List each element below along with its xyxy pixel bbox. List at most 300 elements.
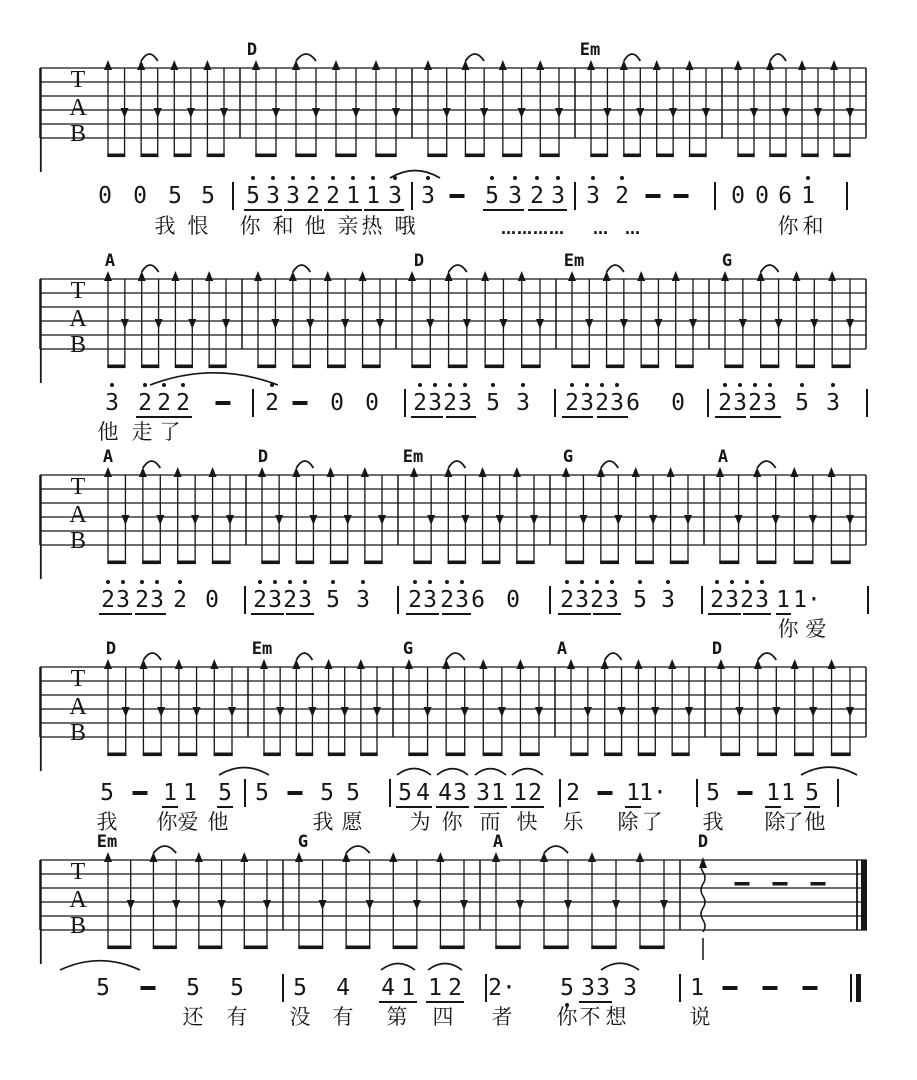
final-bar-thin [850, 974, 852, 1002]
chord-label: A [104, 251, 116, 271]
note-number: 2 [306, 183, 320, 209]
measure-bar [867, 586, 869, 614]
tab-letter: B [69, 720, 87, 746]
measure-bar [549, 586, 551, 614]
note-number: 3 [428, 390, 442, 416]
note-number: 1 [346, 183, 360, 209]
note-number: 2 [530, 183, 544, 209]
note-number: 2· [488, 975, 516, 1001]
duration-dash [141, 986, 156, 990]
measure-bar [244, 779, 246, 807]
note-number: 5 [255, 780, 269, 806]
lyric-char: 他 [97, 420, 119, 444]
lyric-char: 恨 [187, 214, 209, 238]
note-number: 5 [486, 390, 500, 416]
note-number: 5 [706, 780, 720, 806]
eighth-note-underline [324, 209, 362, 211]
octave-dot-high [181, 383, 185, 387]
octave-dot-high [806, 176, 810, 180]
octave-dot-high [291, 176, 295, 180]
note-number: 4 [438, 780, 452, 806]
octave-dot-high [521, 383, 525, 387]
note-number: 5 [326, 587, 340, 613]
note-number: 3 [733, 390, 747, 416]
octave-dot-high [413, 580, 417, 584]
note-number: 4 [381, 975, 395, 1001]
note-number: 3 [596, 975, 610, 1001]
note-number: 4 [416, 780, 430, 806]
duration-dash [674, 194, 689, 198]
eighth-note-underline [396, 806, 432, 808]
measure-bar [411, 182, 413, 210]
lyric-char: 愿 [341, 810, 363, 834]
tab-letter: T [70, 474, 86, 500]
duration-dash [293, 401, 308, 405]
lyric-char: 爱 [805, 617, 827, 641]
note-number: 4 [336, 975, 350, 1001]
note-number: 2 [528, 780, 542, 806]
tab-letter: A [69, 502, 87, 528]
lyric-char: 四 [432, 1005, 454, 1029]
note-number: 3 [116, 587, 130, 613]
note-number: 5 [795, 390, 809, 416]
note-number: 2 [326, 183, 340, 209]
lyric-char: 你 [777, 617, 799, 641]
eighth-note-underline [442, 613, 471, 615]
eighth-note-underline [379, 1001, 417, 1003]
eighth-note-underline [364, 209, 404, 211]
note-number: 2 [408, 587, 422, 613]
octave-dot-high [610, 580, 614, 584]
octave-dot-high [155, 580, 159, 584]
note-number: 1 [766, 780, 780, 806]
lyric-char: 想 [605, 1005, 627, 1029]
octave-dot-high [258, 580, 262, 584]
note-number: 1· [639, 780, 667, 806]
note-number: 2 [413, 390, 427, 416]
note-number: 0 [98, 183, 112, 209]
measure-bar [846, 182, 848, 210]
note-number: 3 [421, 183, 435, 209]
chord-label: D [246, 40, 258, 60]
duration-dash [288, 791, 303, 795]
note-number: 1 [366, 183, 380, 209]
eighth-note-underline [804, 806, 820, 808]
note-number: 2 [615, 183, 629, 209]
duration-dash [646, 194, 661, 198]
note-number: 0 [330, 390, 344, 416]
note-number: 1 [428, 975, 442, 1001]
measure-bar [707, 389, 709, 417]
measure-bar [252, 389, 254, 417]
eighth-note-underline [558, 613, 591, 615]
octave-dot-high [595, 580, 599, 584]
lyric-char: 为 [409, 810, 431, 834]
octave-dot-high [106, 580, 110, 584]
note-number: 0 [671, 390, 685, 416]
eighth-note-underline [562, 416, 593, 418]
octave-dot-high [331, 580, 335, 584]
octave-dot-high [768, 383, 772, 387]
note-number: 5 [805, 780, 819, 806]
lyric-char: 亲 [337, 214, 359, 238]
octave-dot-high [585, 383, 589, 387]
eighth-note-underline [743, 613, 771, 615]
measure-bar [404, 389, 406, 417]
note-number: 1 [781, 780, 795, 806]
note-number: 3 [455, 587, 469, 613]
lyric-char: 你 [156, 810, 178, 834]
octave-dot-high [303, 580, 307, 584]
chord-label: Em [251, 639, 273, 659]
eighth-note-underline [579, 1001, 612, 1003]
chord-label: D [105, 639, 117, 659]
note-number: 3 [423, 587, 437, 613]
lyric-char: … [625, 220, 641, 238]
octave-dot-high [591, 176, 595, 180]
note-number: 3 [755, 587, 769, 613]
note-number: 3 [508, 183, 522, 209]
note-number: 3 [356, 587, 370, 613]
octave-dot-high [418, 383, 422, 387]
note-number: 5 [168, 183, 182, 209]
octave-dot-high [535, 176, 539, 180]
lyric-char: 我 [312, 810, 334, 834]
lyric-char: … [593, 220, 609, 238]
note-number: 5 [100, 780, 114, 806]
note-number: 3 [105, 390, 119, 416]
eighth-note-underline [286, 613, 314, 615]
measure-bar [232, 182, 234, 210]
note-number: 1 [401, 975, 415, 1001]
lyric-char: ………… [501, 220, 565, 238]
measure-bar [397, 586, 399, 614]
note-number: 3 [551, 183, 565, 209]
note-number: 2 [560, 587, 574, 613]
note-number: 2 [566, 780, 580, 806]
octave-dot-high [311, 176, 315, 180]
note-number: 3 [150, 587, 164, 613]
octave-dot-high [715, 580, 719, 584]
eighth-note-underline [528, 209, 567, 211]
lyric-char: 不 [579, 1005, 601, 1029]
lyric-char: 热 [361, 214, 383, 238]
eighth-note-underline [776, 613, 791, 615]
octave-dot-high [666, 580, 670, 584]
note-number: 2 [138, 390, 152, 416]
note-number: 3 [298, 587, 312, 613]
chord-label: A [556, 639, 568, 659]
octave-dot-high [162, 383, 166, 387]
final-bar-thick [856, 974, 861, 1002]
tab-letter: T [70, 67, 86, 93]
octave-dot-high [615, 383, 619, 387]
octave-dot-high [361, 580, 365, 584]
eighth-note-underline [750, 416, 781, 418]
note-number: 3 [516, 390, 530, 416]
lyric-char: 乐 [562, 810, 584, 834]
note-number: 3 [581, 975, 595, 1001]
tab-letter: B [69, 528, 87, 554]
eighth-note-underline [99, 613, 132, 615]
octave-dot-high [565, 580, 569, 584]
lyric-char: 和 [272, 214, 294, 238]
note-number: 5 [218, 780, 232, 806]
note-number: 1 [183, 780, 197, 806]
note-number: 2 [443, 390, 457, 416]
lyric-char: 哦 [394, 214, 416, 238]
eighth-note-underline [765, 806, 781, 808]
octave-dot-high [831, 383, 835, 387]
note-number: 3 [725, 587, 739, 613]
note-number: 2 [440, 587, 454, 613]
measure-bar [485, 974, 487, 1002]
note-number: 3 [476, 780, 490, 806]
note-number: 5 [560, 975, 574, 1001]
note-number: 6 [471, 587, 485, 613]
note-number: 3 [610, 390, 624, 416]
lyric-char: 和 [802, 214, 824, 238]
note-number: 3 [586, 183, 600, 209]
measure-bar [559, 779, 561, 807]
note-number: 2 [710, 587, 724, 613]
lyric-char: 他 [304, 214, 326, 238]
octave-dot-high [800, 383, 804, 387]
octave-dot-high [393, 176, 397, 180]
lyric-char: 者 [491, 1005, 513, 1029]
octave-dot-high [620, 176, 624, 180]
note-number: 3 [763, 390, 777, 416]
eighth-note-underline [426, 1001, 464, 1003]
octave-dot-high [433, 383, 437, 387]
duration-dash [803, 986, 818, 990]
lyric-char: 了 [782, 810, 804, 834]
chord-label: A [102, 447, 114, 467]
measure-bar [866, 389, 868, 417]
note-number: 3 [388, 183, 402, 209]
chord-label: D [257, 447, 269, 467]
lyric-char: 除 [617, 810, 639, 834]
tab-letter: B [69, 913, 87, 939]
octave-dot-high [371, 176, 375, 180]
duration-dash [133, 791, 148, 795]
duration-dash [763, 986, 778, 990]
eighth-note-underline [483, 209, 524, 211]
lyric-char: 没 [289, 1005, 311, 1029]
lyric-char: 而 [479, 810, 501, 834]
note-number: 2 [253, 587, 267, 613]
octave-dot-high [723, 383, 727, 387]
note-number: 1 [513, 780, 527, 806]
tab-letter: A [69, 887, 87, 913]
note-number: 0 [133, 183, 147, 209]
lyric-char: 快 [516, 810, 538, 834]
chord-label: A [492, 832, 504, 852]
octave-dot-high [426, 176, 430, 180]
duration-dash [598, 791, 613, 795]
chord-label: G [721, 251, 733, 271]
lyric-char: 我 [702, 810, 724, 834]
note-number: 5 [398, 780, 412, 806]
note-number: 3 [575, 587, 589, 613]
octave-dot-high [110, 383, 114, 387]
note-number: 2 [595, 390, 609, 416]
note-number: 3 [623, 975, 637, 1001]
note-number: 0 [205, 587, 219, 613]
octave-dot-high [140, 580, 144, 584]
octave-dot-high [331, 176, 335, 180]
note-number: 2 [748, 390, 762, 416]
note-number: 2 [740, 587, 754, 613]
tab-letter: B [69, 332, 87, 358]
eighth-note-underline [597, 416, 628, 418]
chord-label: Em [579, 40, 601, 60]
lyric-char: 第 [386, 1005, 408, 1029]
note-number: 2 [718, 390, 732, 416]
octave-dot-high [270, 383, 274, 387]
octave-dot-high [738, 383, 742, 387]
octave-dot-high [490, 176, 494, 180]
chord-label: G [562, 447, 574, 467]
lyric-char: 说 [689, 1005, 711, 1029]
lyric-char: 他 [207, 810, 229, 834]
eighth-note-underline [715, 416, 746, 418]
lyric-char: 你 [777, 214, 799, 238]
note-number: 5 [320, 780, 334, 806]
duration-dash [450, 194, 465, 198]
lyric-char: 我 [154, 214, 176, 238]
note-number: 6 [626, 390, 640, 416]
note-number: 3 [286, 183, 300, 209]
lyric-char: 爱 [177, 810, 199, 834]
note-number: 5 [186, 975, 200, 1001]
octave-dot-high [121, 580, 125, 584]
eighth-note-underline [162, 806, 178, 808]
measure-bar [554, 389, 556, 417]
note-number: 3 [268, 587, 282, 613]
eighth-note-underline [411, 416, 443, 418]
eighth-note-underline [251, 613, 284, 615]
note-number: 2 [265, 390, 279, 416]
note-number: 3 [605, 587, 619, 613]
lyric-char: 你 [239, 214, 261, 238]
note-number: 5 [485, 183, 499, 209]
note-number: 6 [778, 183, 792, 209]
measure-bar [837, 779, 839, 807]
duration-dash [738, 791, 753, 795]
note-number: 3 [453, 780, 467, 806]
measure-bar [679, 974, 681, 1002]
octave-dot-high [580, 580, 584, 584]
note-number: 2 [590, 587, 604, 613]
note-number: 3 [826, 390, 840, 416]
chord-label: D [413, 251, 425, 271]
note-number: 5 [230, 975, 244, 1001]
chord-label: Em [402, 447, 424, 467]
chord-label: Em [563, 251, 585, 271]
note-number: 0 [506, 587, 520, 613]
eighth-note-underline [511, 806, 544, 808]
chord-label: A [717, 447, 729, 467]
eighth-note-underline [284, 209, 322, 211]
note-number: 2 [176, 390, 190, 416]
note-number: 0 [365, 390, 379, 416]
note-number: 3 [661, 587, 675, 613]
octave-dot-high [745, 580, 749, 584]
note-number: 3 [458, 390, 472, 416]
lyric-char: 有 [332, 1005, 354, 1029]
octave-dot-high [251, 176, 255, 180]
octave-dot-high [638, 580, 642, 584]
note-number: 2 [173, 587, 187, 613]
octave-dot-high [760, 580, 764, 584]
tab-letter: A [69, 306, 87, 332]
lyric-char: 走 [131, 420, 153, 444]
octave-dot-high [351, 176, 355, 180]
measure-bar [574, 182, 576, 210]
note-number: 0 [755, 183, 769, 209]
chord-label: G [402, 639, 414, 659]
note-number: 1 [626, 780, 640, 806]
measure-bar [282, 974, 284, 1002]
chord-label: D [711, 639, 723, 659]
eighth-note-underline [593, 613, 621, 615]
note-number: 3 [266, 183, 280, 209]
note-number: 2 [565, 390, 579, 416]
note-number: 1 [801, 183, 815, 209]
tab-letter: A [69, 95, 87, 121]
octave-dot-high [556, 176, 560, 180]
note-number: 2 [101, 587, 115, 613]
tab-letter: T [70, 859, 86, 885]
octave-dot-high [271, 176, 275, 180]
lyric-char: 还 [182, 1005, 204, 1029]
lyric-char: 你 [556, 1005, 578, 1029]
note-number: 1 [776, 587, 790, 613]
tab-letter: T [70, 278, 86, 304]
octave-dot-high [273, 580, 277, 584]
note-number: 5 [346, 780, 360, 806]
octave-dot-high [600, 383, 604, 387]
octave-dot-high [288, 580, 292, 584]
lyric-char: 你 [441, 810, 463, 834]
measure-bar [244, 586, 246, 614]
measure-bar [389, 779, 391, 807]
lyric-char: 除 [764, 810, 786, 834]
eighth-note-underline [135, 613, 166, 615]
chord-label: D [697, 832, 709, 852]
note-number: 2 [135, 587, 149, 613]
octave-dot-high [463, 383, 467, 387]
note-number: 2 [448, 975, 462, 1001]
eighth-note-underline [708, 613, 741, 615]
octave-dot-high [753, 383, 757, 387]
octave-dot-high [460, 580, 464, 584]
note-number: 3 [580, 390, 594, 416]
note-number: 5 [293, 975, 307, 1001]
note-number: 1 [163, 780, 177, 806]
eighth-note-underline [625, 806, 641, 808]
eighth-note-underline [436, 806, 469, 808]
octave-dot-high [428, 580, 432, 584]
tab-letter: B [69, 121, 87, 147]
octave-dot-high [570, 383, 574, 387]
note-number: 5 [246, 183, 260, 209]
octave-dot-high [448, 383, 452, 387]
lyric-char: 我 [96, 810, 118, 834]
lyric-char: 有 [226, 1005, 248, 1029]
lyric-char: 了 [641, 810, 663, 834]
